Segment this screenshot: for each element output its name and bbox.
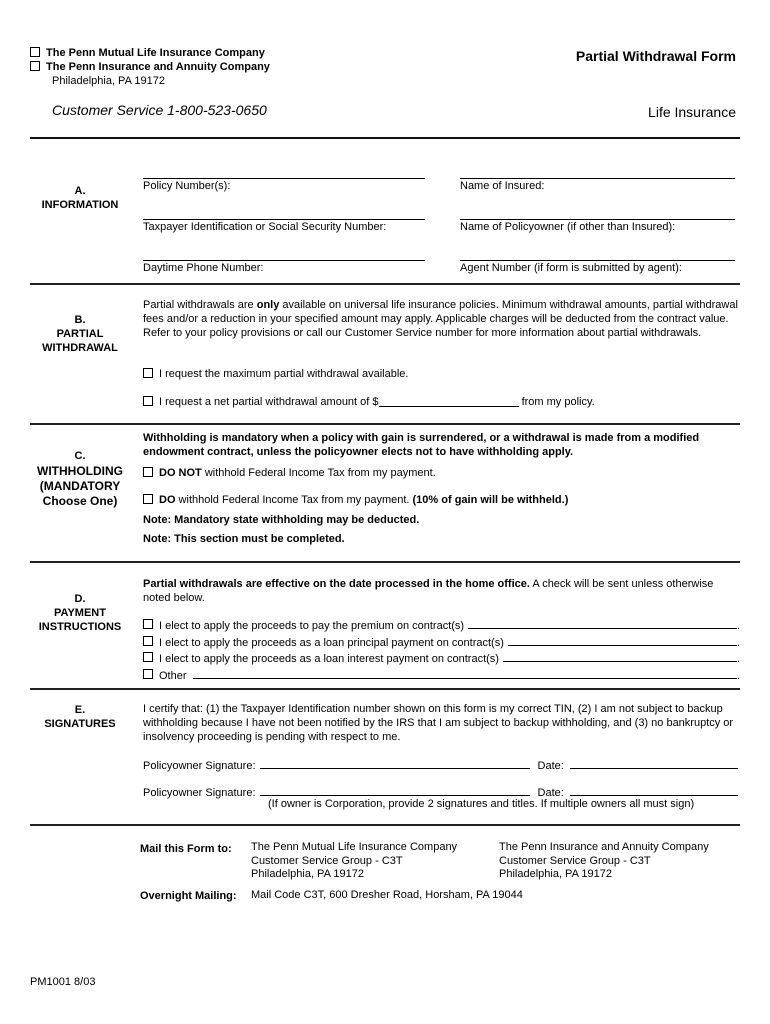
section-a-letter: A. [74, 185, 86, 197]
withhold-yes-label: withhold Federal Income Tax from my payment. [175, 494, 413, 506]
overnight-address: Mail Code C3T, 600 Dresher Road, Horsham, PA 19044 [251, 889, 523, 901]
section-b-title2: WITHDRAWAL [42, 342, 118, 354]
mail-address-penn-annuity [499, 841, 709, 882]
net-withdrawal-suffix: from my policy. [521, 396, 595, 408]
phone-field[interactable]: Daytime Phone Number: [143, 260, 425, 274]
payment-intro [143, 577, 740, 605]
section-b-para-post: available on universal life insurance policies. Minimum withdrawal amounts, partial withdrawal fees and/or a reduction in your specified amount may apply. Applicable charges will be deducted from the contract value. Refer to your policy provisions or call our Customer Service number for more information about partial withdrawals. [143, 299, 738, 339]
premium-label: I elect to apply the proceeds to pay the premium on contract(s) [159, 620, 465, 632]
section-b-title1: PARTIAL [56, 328, 104, 340]
section-a-divider [30, 283, 740, 285]
section-d-title2: INSTRUCTIONS [38, 621, 122, 633]
addr1-line3: Philadelphia, PA 19172 [251, 868, 364, 880]
addr2-line1: The Penn Insurance and Annuity Company [499, 841, 709, 853]
company1-name: The Penn Mutual Life Insurance Company [46, 47, 265, 59]
tin-field[interactable]: Taxpayer Identification or Social Security Number: [143, 219, 425, 233]
section-c-letter: C. [74, 450, 86, 462]
company-address: Philadelphia, PA 19172 [52, 75, 165, 87]
date-label-2: Date: [537, 787, 564, 799]
withhold-no-bold: DO NOT [159, 467, 202, 479]
date-label-1: Date: [537, 760, 564, 772]
loan-principal-label: I elect to apply the proceeds as a loan principal payment on contract(s) [159, 636, 504, 649]
header-divider [30, 137, 740, 139]
other-checkbox[interactable] [143, 669, 153, 679]
policyowner-field[interactable]: Name of Policyowner (if other than Insured): [460, 219, 735, 233]
certification-text: I certify that: (1) the Taxpayer Identification number shown on this form is my correct TIN, (2) I am not subject to backup withholding because I have not been notified by the IRS that I am subject to backup withholding, and (3) no bankruptcy or insolvency proceeding is pending with respect to me. [143, 703, 734, 743]
section-b-letter: B. [74, 314, 86, 326]
mail-address-penn-mutual [251, 841, 457, 882]
addr1-line1: The Penn Mutual Life Insurance Company [251, 841, 458, 853]
net-withdrawal-checkbox[interactable] [143, 396, 153, 406]
payment-option-loan-principal: I elect to apply the proceeds as a loan principal payment on contract(s) . [143, 634, 740, 651]
loan-principal-checkbox[interactable] [143, 636, 153, 646]
section-d-divider [30, 688, 740, 690]
signature-input-1[interactable] [260, 757, 530, 769]
payment-intro-text: A check will be sent unless otherwise noted below. [143, 578, 714, 604]
overnight-label: Overnight Mailing: [140, 890, 237, 902]
withhold-no-option [143, 466, 436, 480]
addr2-line3: Philadelphia, PA 19172 [499, 868, 612, 880]
withholding-note1: Note: Mandatory state withholding may be deducted. [143, 514, 420, 526]
agent-field[interactable]: Agent Number (if form is submitted by agent): [460, 260, 735, 274]
section-c-title2: (MANDATORY [39, 479, 121, 493]
net-withdrawal-label: I request a net partial withdrawal amount of $ [159, 396, 379, 408]
signature-label-2: Policyowner Signature: [143, 787, 256, 799]
loan-principal-contract-input[interactable] [508, 634, 737, 646]
withhold-yes-option [143, 493, 568, 507]
customer-service: Customer Service 1-800-523-0650 [52, 102, 267, 118]
signature-note: (If owner is Corporation, provide 2 signatures and titles. If multiple owners all must sign) [268, 798, 695, 810]
max-withdrawal-label: I request the maximum partial withdrawal available. [159, 368, 409, 380]
withholding-note2: Note: This section must be completed. [143, 533, 345, 545]
form-code: PM1001 8/03 [30, 976, 96, 988]
premium-contract-input[interactable] [468, 617, 737, 629]
signature-input-2[interactable] [260, 784, 530, 796]
section-b-label [30, 313, 130, 355]
section-e-letter: E. [74, 704, 86, 716]
max-withdrawal-checkbox[interactable] [143, 368, 153, 378]
date-input-1[interactable] [570, 757, 738, 769]
section-e-divider [30, 824, 740, 826]
addr2-line2: Customer Service Group - C3T [499, 854, 651, 867]
payment-option-other: Other . [143, 667, 740, 684]
section-b-para-pre: Partial withdrawals are [143, 299, 257, 311]
withhold-yes-bold: DO [159, 494, 176, 506]
payment-option-loan-interest: I elect to apply the proceeds as a loan interest payment on contract(s) . [143, 650, 740, 667]
loan-interest-contract-input[interactable] [503, 650, 737, 662]
company2-checkbox[interactable] [30, 61, 40, 71]
company1-row [30, 46, 270, 60]
section-b-para-bold: only [256, 299, 280, 311]
company-list [30, 46, 270, 88]
company2-name: The Penn Insurance and Annuity Company [46, 61, 270, 73]
section-d-title1: PAYMENT [54, 607, 106, 619]
payment-options [143, 617, 740, 683]
max-withdrawal-option [143, 367, 408, 381]
section-a-title: INFORMATION [41, 199, 119, 211]
payment-intro-bold: Partial withdrawals are effective on the date processed in the home office. [143, 578, 530, 590]
mail-label: Mail this Form to: [140, 843, 232, 855]
loan-interest-checkbox[interactable] [143, 652, 153, 662]
form-title: Partial Withdrawal Form [575, 48, 736, 64]
section-c-title1: WITHHOLDING [37, 464, 123, 478]
section-d-letter: D. [74, 593, 86, 605]
loan-interest-label: I elect to apply the proceeds as a loan interest payment on contract(s) [159, 653, 499, 665]
net-withdrawal-amount-input[interactable] [379, 395, 519, 407]
premium-checkbox[interactable] [143, 619, 153, 629]
section-c-title3: Choose One) [42, 494, 118, 508]
withholding-intro: Withholding is mandatory when a policy with gain is surrendered, or a withdrawal is made from a modified endowment contract, unless the policyowner elects not to have withholding apply. [143, 432, 700, 458]
addr1-line2: Customer Service Group - C3T [251, 854, 403, 867]
section-b-divider [30, 423, 740, 425]
payment-option-premium: I elect to apply the proceeds to pay the premium on contract(s) . [143, 617, 740, 634]
name-insured-field[interactable]: Name of Insured: [460, 178, 735, 192]
net-withdrawal-option [143, 395, 595, 409]
section-d-label [30, 592, 130, 634]
company1-checkbox[interactable] [30, 47, 40, 57]
signature-row-1 [143, 757, 738, 773]
section-e-title: SIGNATURES [44, 718, 116, 730]
policy-number-field[interactable]: Policy Number(s): [143, 178, 425, 192]
section-c-label [30, 449, 130, 509]
withhold-yes-checkbox[interactable] [143, 494, 153, 504]
section-b-paragraph [143, 298, 740, 340]
date-input-2[interactable] [570, 784, 738, 796]
company2-row [30, 60, 270, 74]
signature-label-1: Policyowner Signature: [143, 760, 256, 772]
product-type: Life Insurance [648, 104, 736, 120]
withhold-no-label: withhold Federal Income Tax from my payment. [201, 467, 436, 479]
other-input[interactable] [193, 667, 737, 679]
withhold-no-checkbox[interactable] [143, 467, 153, 477]
section-e-label [30, 703, 130, 731]
section-a-label [30, 184, 130, 212]
withhold-yes-note: (10% of gain will be withheld.) [412, 494, 569, 506]
section-c-divider [30, 561, 740, 563]
other-label: Other [159, 669, 187, 682]
